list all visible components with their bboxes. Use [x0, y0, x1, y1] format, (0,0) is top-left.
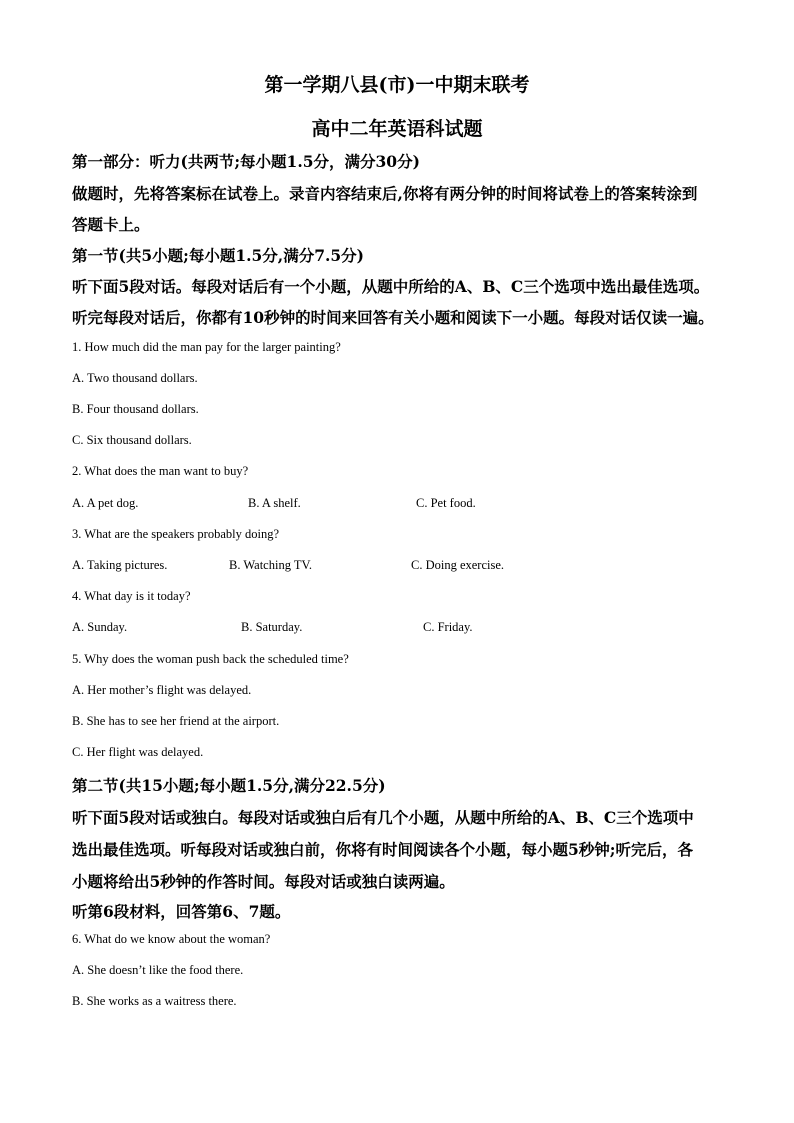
section1-instruction: 听完每段对话后，你都有10秒钟的时间来回答有关小题和阅读下一小题。每段对话仅读一遍。 — [72, 308, 714, 327]
option-3a: A. Taking pictures. — [72, 558, 168, 572]
section2-instruction: 选出最佳选项。听每段对话或独白前，你将有时间阅读各个小题，每小题5秒钟;听完后，各 — [72, 840, 694, 859]
exam-subtitle: 高中二年英语科试题 — [311, 118, 483, 140]
section2-instruction: 小题将给出5秒钟的作答时间。每段对话或独白读两遍。 — [72, 872, 455, 891]
option-3c: C. Doing exercise. — [411, 558, 505, 572]
option-4a: A. Sunday. — [72, 620, 128, 634]
option-6b: B. She works as a waitress there. — [72, 994, 237, 1008]
part1-intro-line: 做题时，先将答案标在试卷上。录音内容结束后,你将有两分钟的时间将试卷上的答案转涂到 — [72, 184, 698, 203]
option-6a: A. She doesn’t like the food there. — [72, 963, 244, 977]
option-1b: B. Four thousand dollars. — [72, 402, 199, 416]
question-5: 5. Why does the woman push back the scheduled time? — [72, 652, 349, 666]
section2-instruction: 听下面5段对话或独白。每段对话或独白后有几个小题，从题中所给的A、B、C三个选项中 — [72, 808, 694, 827]
option-5a: A. Her mother’s flight was delayed. — [72, 683, 252, 697]
option-3b: B. Watching TV. — [229, 558, 313, 572]
option-2c: C. Pet food. — [416, 496, 476, 510]
option-2a: A. A pet dog. — [72, 496, 139, 510]
part1-intro-line: 答题卡上。 — [72, 215, 150, 234]
question-2: 2. What does the man want to buy? — [72, 464, 249, 478]
question-4: 4. What day is it today? — [72, 589, 191, 603]
material-6-heading: 听第6段材料，回答第6、7题。 — [72, 902, 291, 921]
option-5c: C. Her flight was delayed. — [72, 745, 204, 759]
option-2b: B. A shelf. — [248, 496, 301, 510]
option-5b: B. She has to see her friend at the airport. — [72, 714, 280, 728]
option-1a: A. Two thousand dollars. — [72, 371, 198, 385]
question-3: 3. What are the speakers probably doing? — [72, 527, 279, 541]
option-4c: C. Friday. — [423, 620, 473, 634]
section2-heading: 第二节(共15小题;每小题1.5分,满分22.5分) — [72, 776, 386, 795]
section1-instruction: 听下面5段对话。每段对话后有一个小题，从题中所给的A、B、C三个选项中选出最佳选项。 — [72, 277, 710, 296]
option-1c: C. Six thousand dollars. — [72, 433, 192, 447]
option-4b: B. Saturday. — [241, 620, 303, 634]
question-6: 6. What do we know about the woman? — [72, 932, 271, 946]
exam-title: 第一学期八县(市)一中期末联考 — [264, 74, 530, 96]
part1-heading: 第一部分：听力(共两节;每小题1.5分，满分30分) — [72, 152, 420, 171]
question-1: 1. How much did the man pay for the larger painting? — [72, 340, 341, 354]
section1-heading: 第一节(共5小题;每小题1.5分,满分7.5分) — [72, 246, 365, 265]
